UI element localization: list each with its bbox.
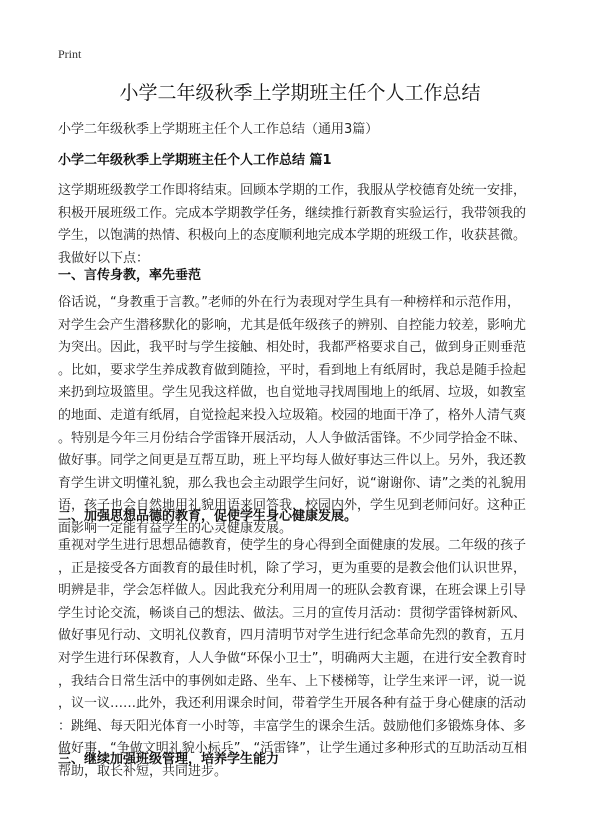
print-link[interactable]: Print	[58, 47, 82, 61]
section2-paragraph	[58, 535, 556, 784]
intro-line: 积极开展班级工作。完成本学期教学任务，继续推行新教育实验运行，我带领我的	[58, 205, 527, 221]
section2-line: ，议一议……此外，我还利用课余时间，带着学生开展各种有益于身心健康的活动	[58, 696, 527, 712]
article-heading: 小学二年级秋季上学期班主任个人工作总结 篇1	[58, 153, 332, 168]
section1-line: 对学生会产生潜移默化的影响，尤其是低年级孩子的辨别、自控能力较差，影响尤	[58, 317, 527, 333]
intro-paragraph	[58, 180, 556, 270]
section2-line: 做好事见行动、文明礼仪教育，四月清明节对学生进行纪念革命先烈的教育，五月	[58, 628, 527, 644]
section2-line: 明辨是非，学会怎样做人。因此我充分利用周一的班队会教育课，在班会课上引导	[58, 583, 527, 599]
section1-paragraph	[58, 292, 556, 541]
section2-line: ，正是接受各方面教育的最佳时机，除了学习，更为重要的是教会他们认识世界，	[58, 560, 527, 576]
section1-line: 语，孩子也会自然地用礼貌用语来回答我，校园内外，学生见到老师问好。这种正	[58, 498, 527, 514]
section1-line: 的地面、走道有纸屑，自觉捡起来投入垃圾箱。校园的地面干净了，格外人清气爽	[58, 407, 527, 423]
section2-line: 帮助，取长补短，共同进步。	[58, 763, 228, 779]
section2-line: ，我结合日常生活中的事例如走路、坐车、上下楼梯等，让学生来评一评，说一说	[58, 673, 527, 689]
section1-heading: 一、言传身教，率先垂范	[58, 268, 202, 283]
section2-line: ：跳绳、每天阳光体育一小时等，丰富学生的课余生活。鼓励他们多锻炼身体、多	[58, 718, 527, 734]
section2-line: 学生讨论交流，畅谈自己的想法、做法。三月的宣传月活动：贯彻学雷锋树新风、	[58, 605, 527, 621]
intro-line: 学生，以饱满的热情、积极向上的态度顺利地完成本学期的班级工作，收获甚微。	[58, 228, 527, 244]
section2-heading: 二、加强思想品德的教育，促使学生身心健康发展。	[58, 509, 358, 524]
section1-line: 育学生讲文明懂礼貌，那么我也会主动跟学生问好，说“谢谢你、请”之类的礼貌用	[58, 475, 527, 491]
section1-line: 面影响一定能有益学生的心灵健康发展。	[58, 520, 293, 536]
intro-line: 这学期班级教学工作即将结束。回顾本学期的工作，我服从学校德育处统一安排，	[58, 183, 527, 198]
section3-heading: 三、继续加强班级管理，培养学生能力	[58, 752, 280, 767]
section1-line: 为突出。因此，我平时与学生接触、相处时，我都严格要求自己，做到身正则垂范	[58, 340, 527, 356]
section1-line: 。特别是今年三月份结合学雷锋开展活动，人人争做活雷锋。不少同学拾金不昧、	[58, 430, 527, 446]
document-subtitle: 小学二年级秋季上学期班主任个人工作总结（通用3篇）	[58, 122, 379, 137]
section2-line: 做好事，“争做文明礼貌小标兵”、“活雷锋”，让学生通过多种形式的互助活动互相	[58, 741, 527, 757]
section1-line: 俗话说，“身教重于言教。”老师的外在行为表现对学生具有一种榜样和示范作用，	[58, 295, 520, 310]
section2-line: 对学生进行环保教育，人人争做“环保小卫士”，明确两大主题，在进行安全教育时	[58, 650, 527, 666]
section1-line: 。比如，要求学生养成教育做到随捡，平时，看到地上有纸屑时，我总是随手捡起	[58, 362, 527, 378]
section1-line: 来扔到垃圾篮里。学生见我这样做，也自觉地寻找周围地上的纸屑、垃圾，如教室	[58, 385, 527, 401]
page-title: 小学二年级秋季上学期班主任个人工作总结	[119, 82, 481, 104]
intro-line: 我做好以下点：	[58, 250, 150, 266]
section1-line: 做好事。同学之间更是互帮互助，班上平均每人做好事达三件以上。另外，我还教	[58, 453, 527, 469]
section2-line: 重视对学生进行思想品德教育，使学生的身心得到全面健康的发展。二年级的孩子	[58, 538, 527, 553]
